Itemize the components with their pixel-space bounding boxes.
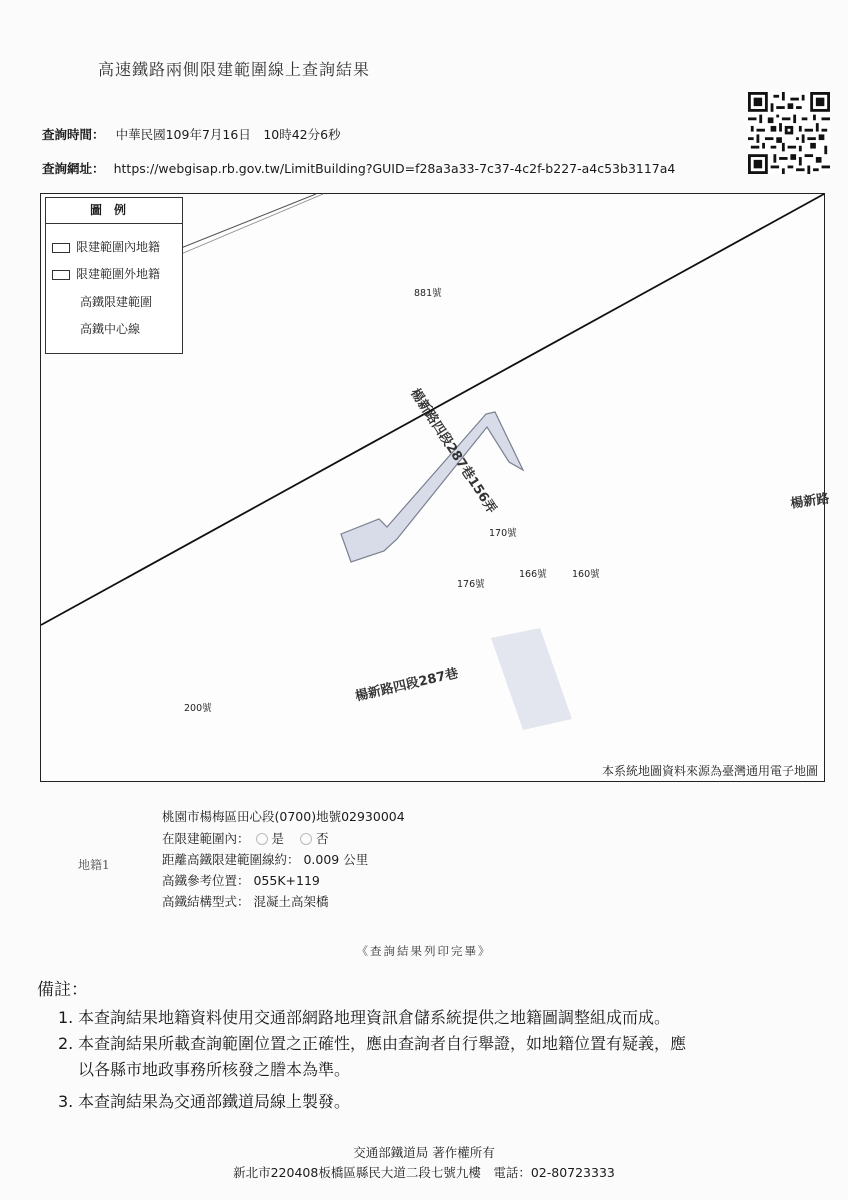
query-url-label: 查詢網址： [42, 161, 105, 176]
legend-item-inside [52, 238, 160, 255]
building-footprint [491, 628, 572, 730]
legend-item-outside [52, 265, 160, 282]
in-range-row [162, 829, 329, 847]
in-range-label: 在限建範圍內： [162, 831, 250, 846]
legend-item-label: 限建範圍外地籍 [76, 267, 161, 281]
road-label-lane-156: 楊新路四段287巷156弄 [407, 386, 499, 517]
remark-number: 3. [58, 1092, 74, 1111]
road-label-lane-287: 楊新路四段287巷 [353, 666, 460, 705]
page-title: 高速鐵路兩側限建範圍線上查詢結果 [98, 60, 371, 79]
address-label: 170號 [489, 528, 517, 539]
query-time-row [42, 124, 341, 143]
footer-copyright: 交通部鐵道局 著作權所有 [353, 1145, 495, 1160]
legend-item-label: 高鐵限建範圍 [80, 295, 153, 309]
parcel-location: 桃園市楊梅區田心段(0700)地號02930004 [162, 809, 405, 824]
remark-text: 本查詢結果地籍資料使用交通部網路地理資訊倉儲系統提供之地籍圖調整組成而成。 [78, 1008, 671, 1027]
structure-row: 高鐵結構型式： 混凝土高架橋 [162, 894, 329, 909]
qr-code-icon [748, 92, 830, 174]
upper-left-boundary-line-2 [181, 194, 323, 254]
radio-yes-icon [256, 833, 268, 845]
query-time-value: 中華民國109年7月16日 10時42分6秒 [115, 127, 341, 142]
query-url-value: https://webgisap.rb.gov.tw/LimitBuilding?GUID=f28a3a33-7c37-4c2f-b227-a4c53b3117a4 [113, 161, 676, 176]
address-label: 881號 [414, 288, 442, 299]
map-source-note: 本系統地圖資料來源為臺灣通用電子地圖 [601, 764, 818, 778]
remarks-title: 備註： [37, 980, 88, 1000]
remark-text: 本查詢結果為交通部鐵道局線上製發。 [78, 1092, 351, 1111]
legend-item-range [80, 293, 152, 310]
legend-title: 圖例 [46, 198, 182, 224]
query-time-label: 查詢時間： [42, 127, 105, 142]
remark-text: 本查詢結果所載查詢範圍位置之正確性，應由查詢者自行舉證，如地籍位置有疑義，應 [78, 1034, 687, 1053]
land-parcel-02930004[interactable] [341, 412, 523, 562]
address-label: 176號 [457, 579, 485, 590]
remark-item [58, 1005, 670, 1028]
legend-item-label: 高鐵中心線 [80, 322, 141, 336]
map-legend [45, 197, 183, 354]
legend-item-label: 限建範圍內地籍 [76, 240, 161, 254]
legend-swatch-icon [52, 243, 70, 253]
radio-yes-label: 是 [271, 831, 285, 846]
reference-row: 高鐵參考位置： 055K+119 [162, 873, 320, 888]
address-label: 160號 [572, 569, 600, 580]
legend-item-centerline [80, 320, 140, 337]
road-label-edge: 楊新路 [789, 491, 831, 512]
remark-item [58, 1031, 686, 1054]
parcel-tag: 地籍1 [78, 858, 110, 872]
radio-no-label: 否 [316, 831, 329, 846]
remark-item [58, 1089, 350, 1112]
legend-swatch-icon [52, 270, 70, 280]
footer-address: 新北市220408板橋區縣民大道二段七號九樓 電話：02-80723333 [233, 1165, 615, 1180]
remark-text: 以各縣市地政事務所核發之謄本為準。 [78, 1060, 351, 1079]
distance-row: 距離高鐵限建範圍線約： 0.009 公里 [162, 852, 369, 867]
radio-no-icon [300, 833, 312, 845]
remark-number: 2. [58, 1034, 74, 1053]
map-view[interactable] [40, 193, 831, 782]
address-label: 166號 [519, 569, 547, 580]
upper-left-boundary-line [181, 194, 316, 248]
query-url-row [42, 158, 675, 177]
end-note: 《查詢結果列印完畢》 [356, 944, 492, 958]
remark-number: 1. [58, 1008, 74, 1027]
remark-item-continued [78, 1057, 350, 1080]
address-label: 200號 [184, 703, 212, 714]
